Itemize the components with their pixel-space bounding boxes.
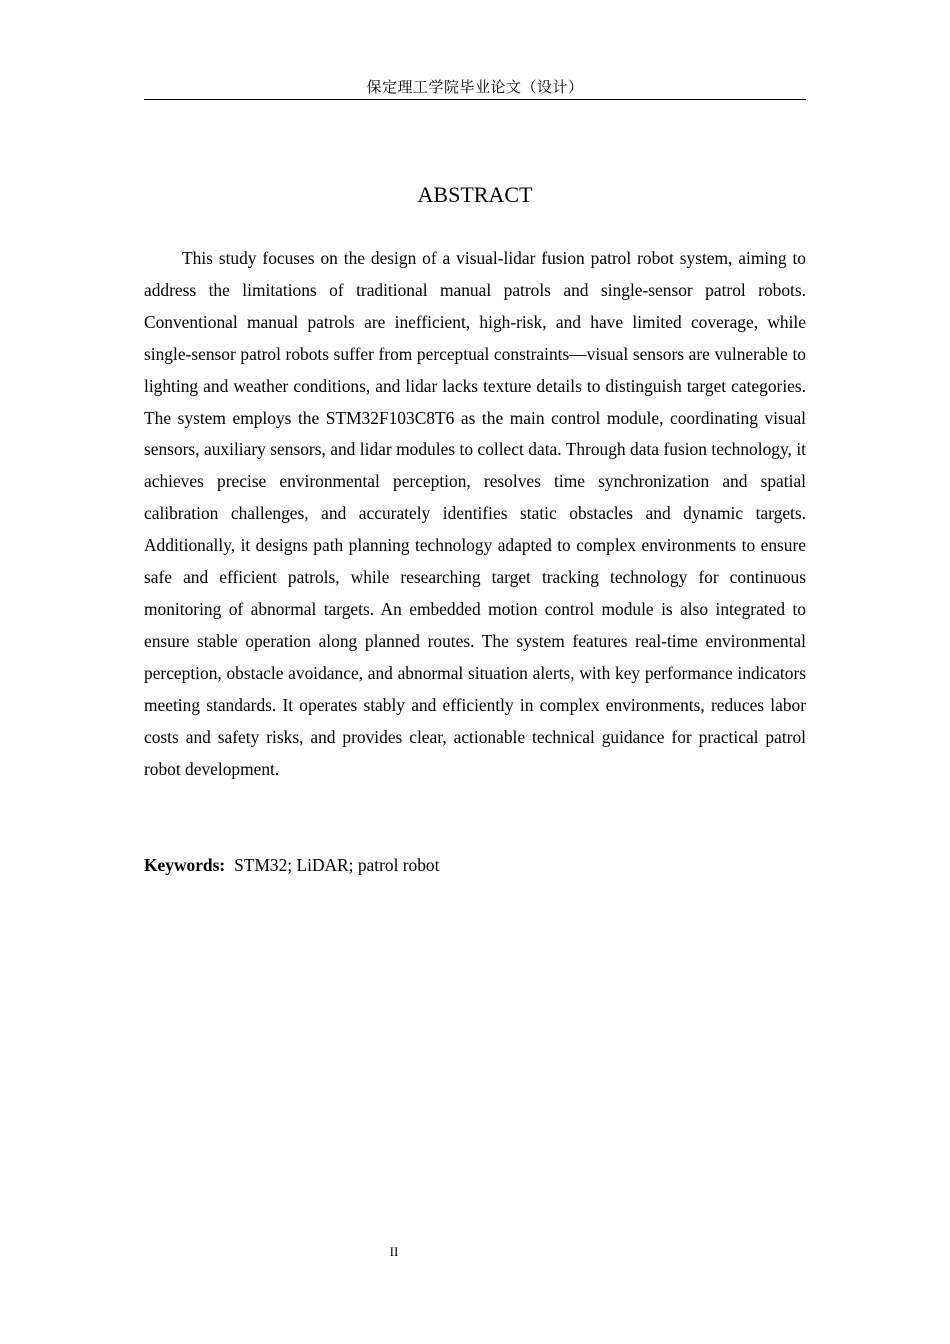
keywords-label: Keywords: [144, 855, 226, 875]
keywords-value: STM32; LiDAR; patrol robot [234, 855, 440, 875]
keywords-line [144, 850, 806, 881]
page-number: II [389, 1244, 399, 1259]
abstract-title: ABSTRACT [417, 182, 533, 207]
running-header: 保定理工学院毕业论文（设计） [366, 78, 584, 96]
header-rule [144, 99, 806, 100]
abstract-body: This study focuses on the design of a visual-lidar fusion patrol robot system, aiming to address the limitations of traditional manual patrols and single-sensor patrol robots. Conventional manual patrols are inefficient, high-risk, and have limited coverage, while single-sensor patrol robots suffer from perceptual constraints—visual sensors are vulnerable to lighting and weather conditions, and lidar lacks texture details to distinguish target categories. The system employs the STM32F103C8T6 as the main control module, coordinating visual sensors, auxiliary sensors, and lidar modules to collect data. Through data fusion technology, it achieves precise environmental perception, resolves time synchronization and spatial calibration challenges, and accurately identifies static obstacles and dynamic targets. Additionally, it designs path planning technology adapted to complex environments to ensure safe and efficient patrols, while researching target tracking technology for continuous monitoring of abnormal targets. An embedded motion control module is also integrated to ensure stable operation along planned routes. The system features real-time environmental perception, obstacle avoidance, and abnormal situation alerts, with key performance indicators meeting standards. It operates stably and efficiently in complex environments, reduces labor costs and safety risks, and provides clear, actionable technical guidance for practical patrol robot development. [144, 248, 806, 779]
